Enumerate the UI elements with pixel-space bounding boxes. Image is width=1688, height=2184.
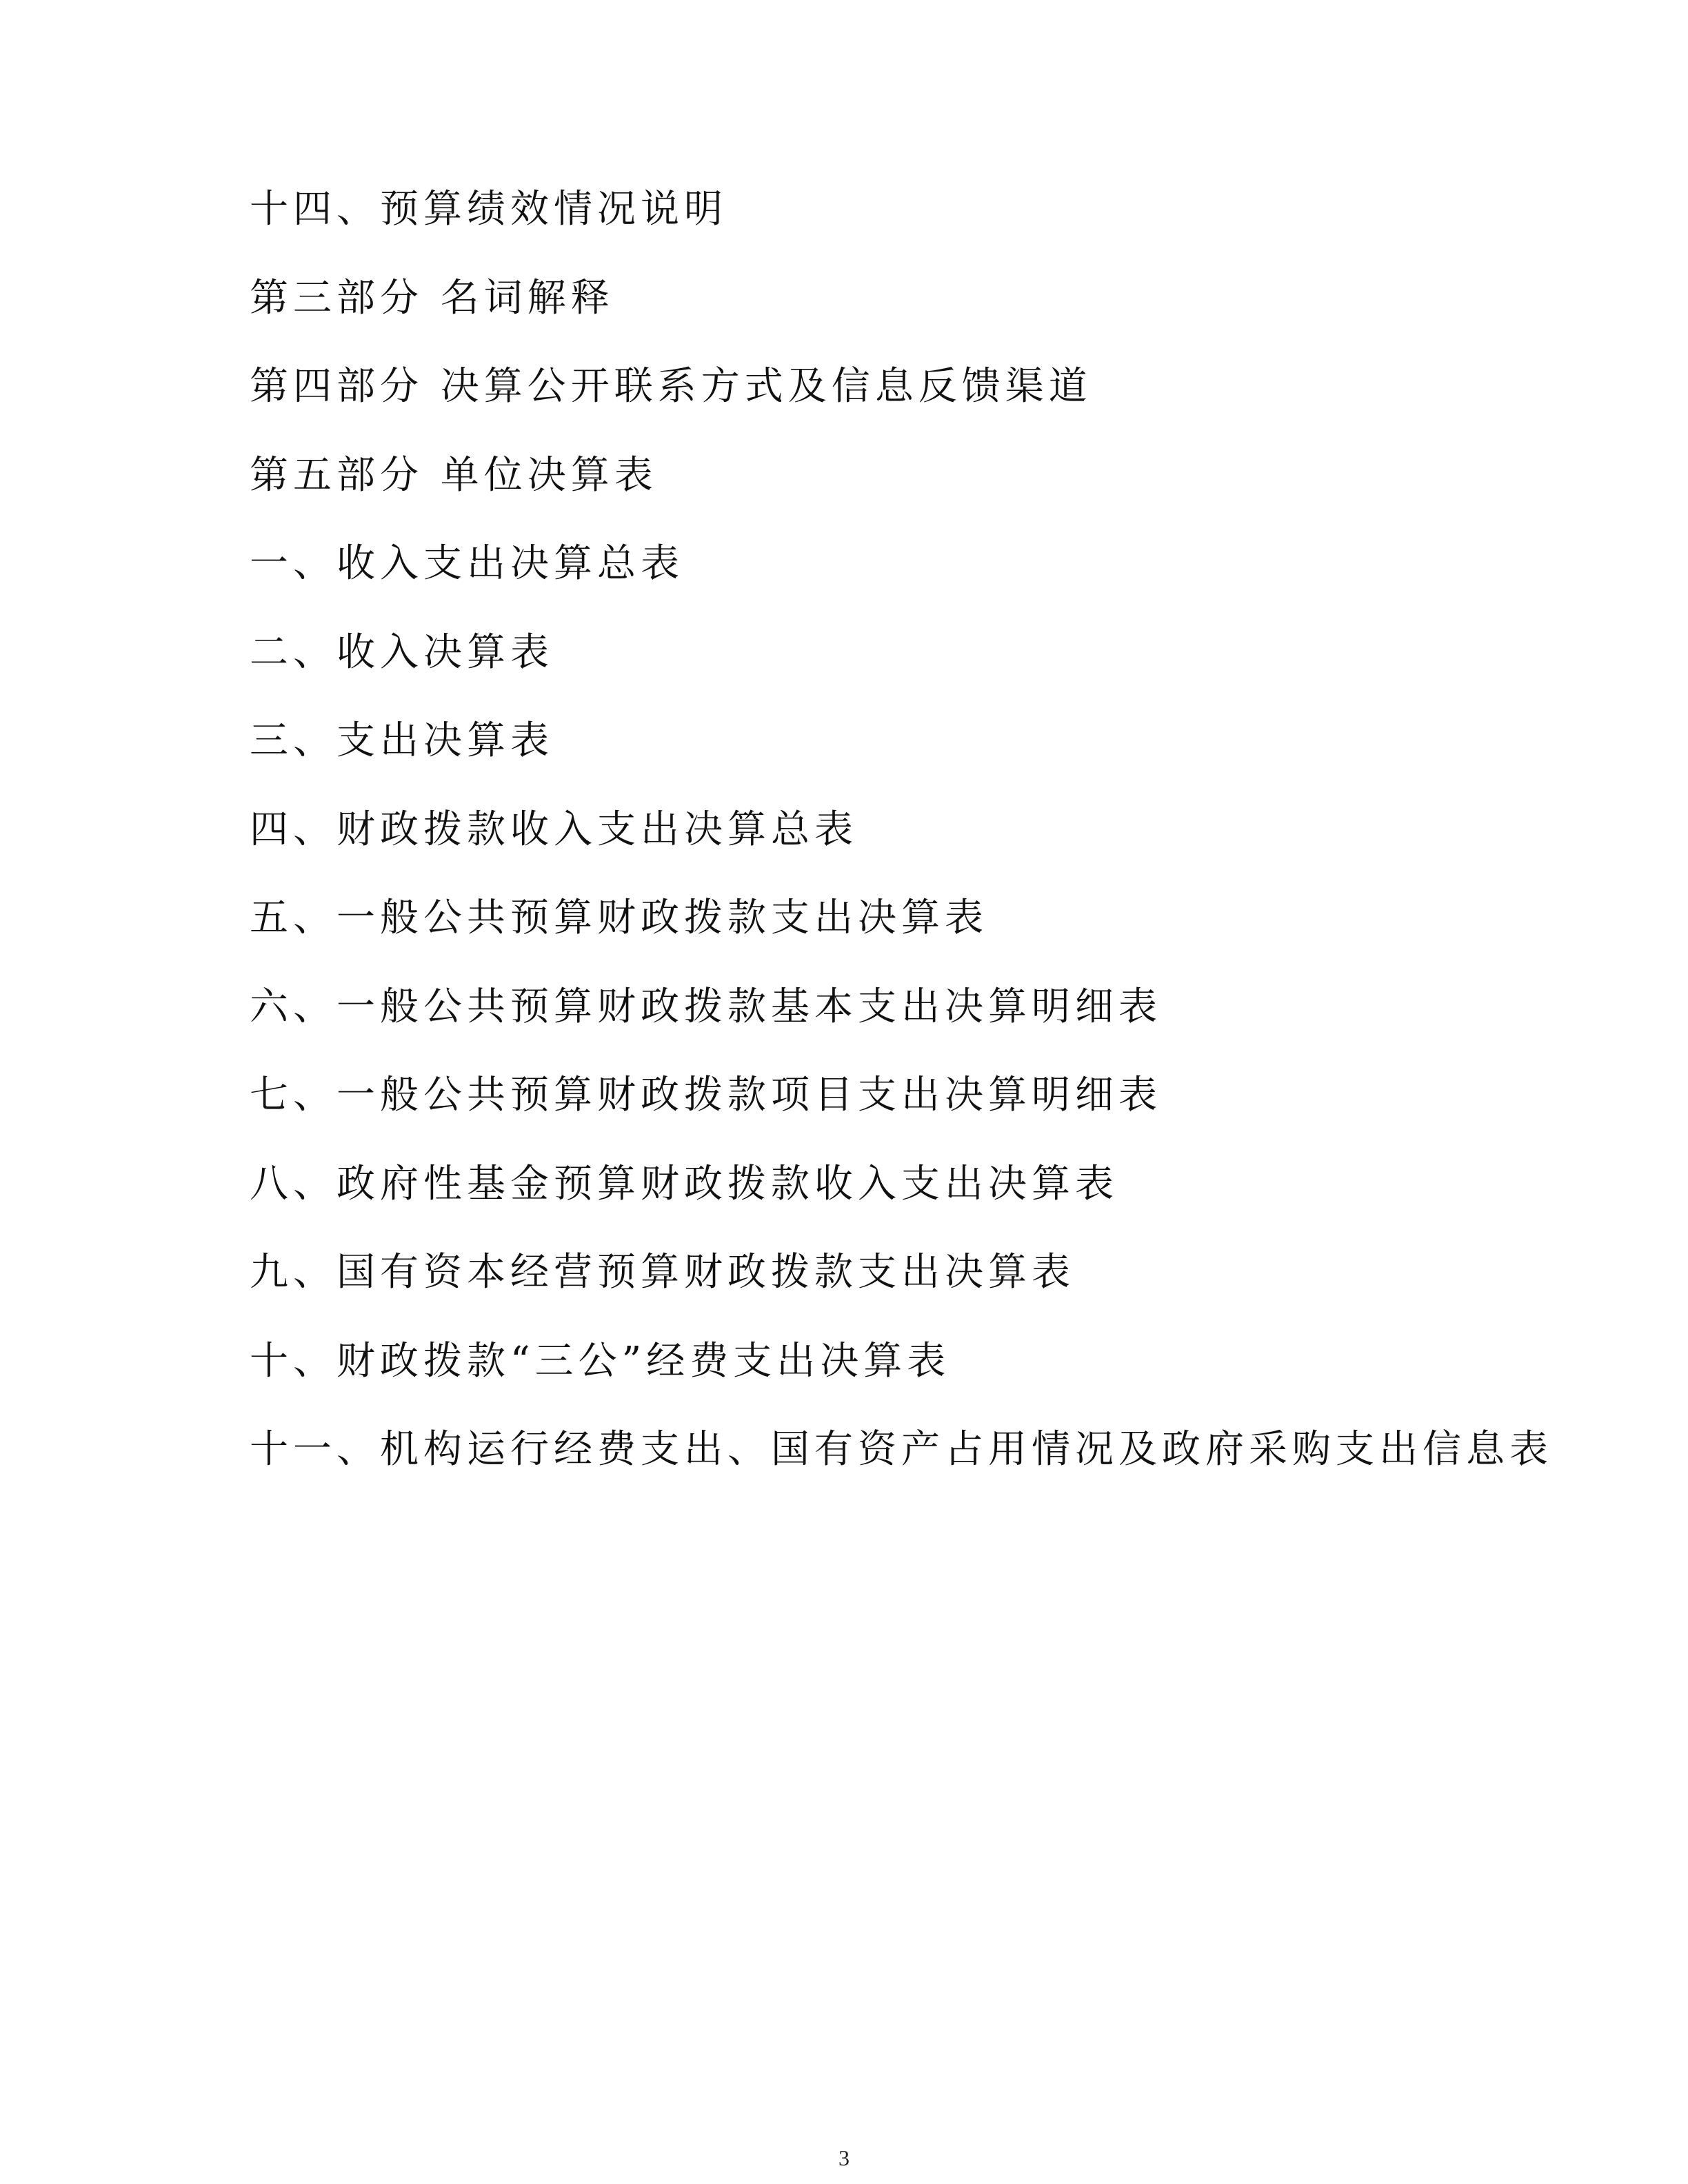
toc-entry-table-3: 三、支出决算表	[250, 718, 554, 763]
toc-entry-table-1: 一、收入支出决算总表	[250, 541, 684, 586]
toc-entry-table-11: 十一、机构运行经费支出、国有资产占用情况及政府采购支出信息表	[250, 1427, 1553, 1472]
toc-entry-table-6: 六、一般公共预算财政拨款基本支出决算明细表	[250, 984, 1162, 1029]
toc-entry-table-10: 十、财政拨款“三公”经费支出决算表	[250, 1338, 951, 1384]
toc-entry-table-5: 五、一般公共预算财政拨款支出决算表	[250, 896, 988, 940]
toc-entry-part-four-contact: 第四部分 决算公开联系方式及信息反馈渠道	[250, 364, 1092, 409]
toc-entry-table-7: 七、一般公共预算财政拨款项目支出决算明细表	[250, 1073, 1162, 1118]
toc-entry-part-three-glossary: 第三部分 名词解释	[250, 275, 614, 321]
toc-entry-table-2: 二、收入决算表	[250, 629, 554, 675]
page-number: 3	[838, 2145, 850, 2170]
table-of-contents	[250, 181, 1560, 1510]
toc-entry-table-4: 四、财政拨款收入支出决算总表	[250, 807, 858, 852]
toc-entry-table-9: 九、国有资本经营预算财政拨款支出决算表	[250, 1250, 1075, 1295]
toc-entry-performance-notes: 十四、预算绩效情况说明	[250, 187, 727, 232]
toc-entry-table-8: 八、政府性基金预算财政拨款收入支出决算表	[250, 1161, 1118, 1206]
toc-entry-part-five-tables: 第五部分 单位决算表	[250, 452, 658, 498]
